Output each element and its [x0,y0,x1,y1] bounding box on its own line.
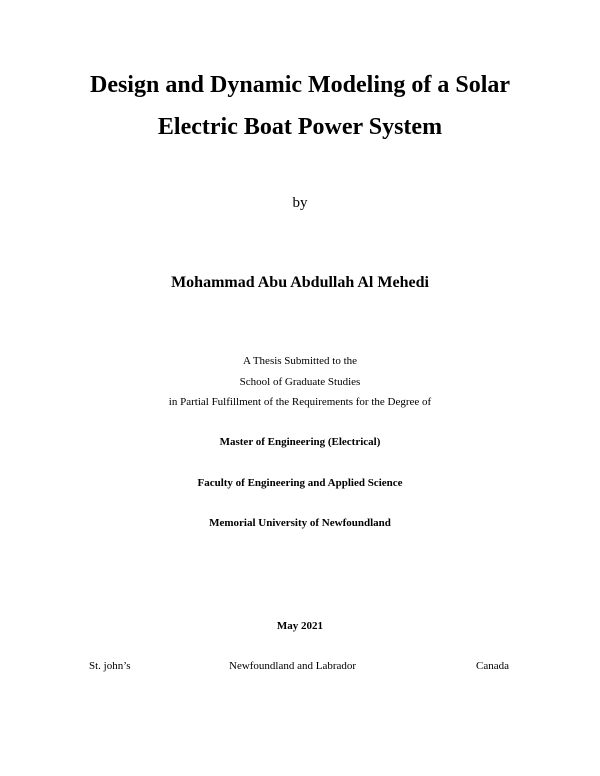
submission-line-2: School of Graduate Studies [239,376,361,388]
author-name: Mohammad Abu Abdullah Al Mehedi [171,274,429,291]
university-name: Memorial University of Newfoundland [209,517,391,529]
submission-line-1: A Thesis Submitted to the [242,355,358,367]
location-province: Newfoundland and Labrador [229,660,357,672]
degree-name: Master of Engineering (Electrical) [219,436,381,448]
submission-date: May 2021 [276,620,324,632]
location-city: St. john’s [89,660,131,672]
by-label: by [292,195,308,211]
submission-line-3: in Partial Fulfillment of the Requirements for the Degree of [168,396,432,408]
thesis-title-line-2: Electric Boat Power System [157,114,443,140]
location-country: Canada [476,660,509,672]
faculty-name: Faculty of Engineering and Applied Science [197,477,403,489]
thesis-title-line-1: Design and Dynamic Modeling of a Solar [89,72,511,98]
